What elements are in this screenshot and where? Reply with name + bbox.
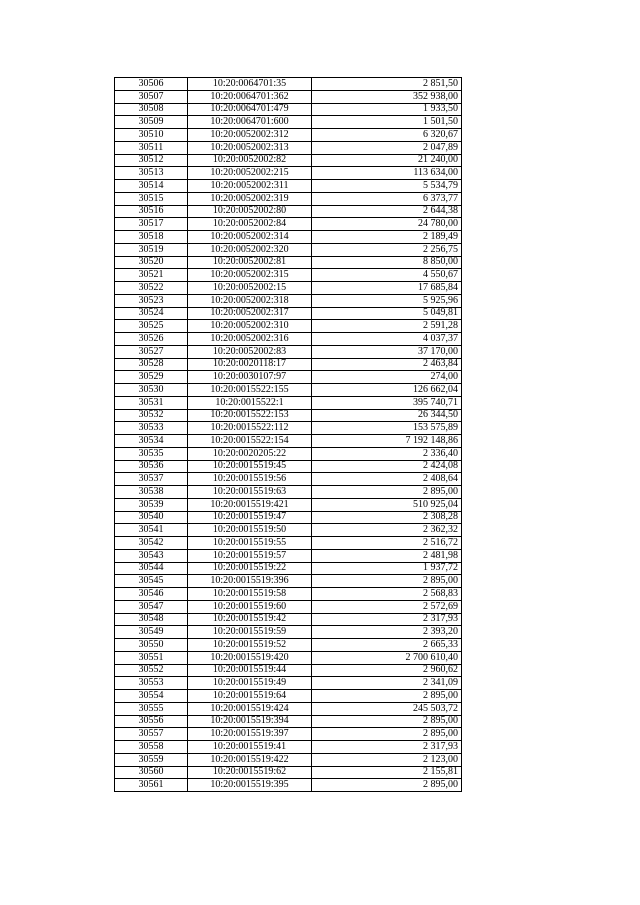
cadastral-number-cell: 10:20:0052002:84 <box>188 218 312 231</box>
row-number-cell: 30548 <box>115 613 188 626</box>
value-cell: 274,00 <box>312 371 462 384</box>
value-cell: 2 665,33 <box>312 639 462 652</box>
table-row <box>115 677 462 690</box>
row-number-cell: 30552 <box>115 664 188 677</box>
cadastral-number-cell: 10:20:0015519:42 <box>188 613 312 626</box>
row-number-cell: 30549 <box>115 626 188 639</box>
value-cell: 2 155,81 <box>312 766 462 779</box>
value-cell: 2 256,75 <box>312 243 462 256</box>
value-cell: 2 393,20 <box>312 626 462 639</box>
cadastral-number-cell: 10:20:0052002:310 <box>188 320 312 333</box>
value-cell: 6 373,77 <box>312 192 462 205</box>
row-number-cell: 30509 <box>115 116 188 129</box>
value-cell: 17 685,84 <box>312 282 462 295</box>
cadastral-number-cell: 10:20:0015522:155 <box>188 384 312 397</box>
table-row <box>115 167 462 180</box>
value-cell: 2 317,93 <box>312 741 462 754</box>
value-cell: 26 344,50 <box>312 409 462 422</box>
row-number-cell: 30543 <box>115 549 188 562</box>
table-row <box>115 626 462 639</box>
row-number-cell: 30517 <box>115 218 188 231</box>
value-cell: 2 424,08 <box>312 460 462 473</box>
row-number-cell: 30515 <box>115 192 188 205</box>
table-row <box>115 524 462 537</box>
value-cell: 126 662,04 <box>312 384 462 397</box>
cadastral-number-cell: 10:20:0052002:316 <box>188 333 312 346</box>
cadastral-number-cell: 10:20:0052002:320 <box>188 243 312 256</box>
cadastral-number-cell: 10:20:0015519:63 <box>188 486 312 499</box>
row-number-cell: 30547 <box>115 600 188 613</box>
cadastral-number-cell: 10:20:0052002:315 <box>188 269 312 282</box>
cadastral-number-cell: 10:20:0015519:52 <box>188 639 312 652</box>
value-cell: 5 925,96 <box>312 294 462 307</box>
cadastral-number-cell: 10:20:0064701:35 <box>188 78 312 91</box>
value-cell: 2 851,50 <box>312 78 462 91</box>
value-cell: 2 644,38 <box>312 205 462 218</box>
value-cell: 153 575,89 <box>312 422 462 435</box>
value-cell: 2 895,00 <box>312 715 462 728</box>
value-cell: 2 481,98 <box>312 549 462 562</box>
value-cell: 2 895,00 <box>312 690 462 703</box>
value-cell: 5 049,81 <box>312 307 462 320</box>
cadastral-number-cell: 10:20:0015522:154 <box>188 435 312 448</box>
row-number-cell: 30546 <box>115 588 188 601</box>
table-row <box>115 537 462 550</box>
row-number-cell: 30523 <box>115 294 188 307</box>
cadastral-number-cell: 10:20:0052002:317 <box>188 307 312 320</box>
cadastral-number-cell: 10:20:0052002:81 <box>188 256 312 269</box>
value-cell: 1 501,50 <box>312 116 462 129</box>
table-row <box>115 154 462 167</box>
table-row <box>115 447 462 460</box>
table-row <box>115 256 462 269</box>
cadastral-number-cell: 10:20:0052002:319 <box>188 192 312 205</box>
cadastral-number-cell: 10:20:0015519:49 <box>188 677 312 690</box>
row-number-cell: 30539 <box>115 498 188 511</box>
value-cell: 2 895,00 <box>312 486 462 499</box>
cadastral-number-cell: 10:20:0015519:22 <box>188 562 312 575</box>
cadastral-number-cell: 10:20:0015519:41 <box>188 741 312 754</box>
table-row <box>115 320 462 333</box>
table-row <box>115 779 462 792</box>
table-row <box>115 218 462 231</box>
value-cell: 352 938,00 <box>312 90 462 103</box>
row-number-cell: 30506 <box>115 78 188 91</box>
table-row <box>115 741 462 754</box>
row-number-cell: 30531 <box>115 396 188 409</box>
table-row <box>115 639 462 652</box>
row-number-cell: 30520 <box>115 256 188 269</box>
table-row <box>115 460 462 473</box>
table-row <box>115 575 462 588</box>
value-cell: 21 240,00 <box>312 154 462 167</box>
value-cell: 2 123,00 <box>312 753 462 766</box>
cadastral-number-cell: 10:20:0015519:420 <box>188 651 312 664</box>
cadastral-number-cell: 10:20:0052002:312 <box>188 129 312 142</box>
row-number-cell: 30512 <box>115 154 188 167</box>
table-row <box>115 486 462 499</box>
cadastral-number-cell: 10:20:0064701:600 <box>188 116 312 129</box>
row-number-cell: 30519 <box>115 243 188 256</box>
value-cell: 2 568,83 <box>312 588 462 601</box>
row-number-cell: 30507 <box>115 90 188 103</box>
row-number-cell: 30510 <box>115 129 188 142</box>
row-number-cell: 30526 <box>115 333 188 346</box>
value-cell: 2 189,49 <box>312 231 462 244</box>
row-number-cell: 30536 <box>115 460 188 473</box>
table-row <box>115 766 462 779</box>
table-row <box>115 231 462 244</box>
value-cell: 4 550,67 <box>312 269 462 282</box>
table-row <box>115 664 462 677</box>
row-number-cell: 30535 <box>115 447 188 460</box>
value-cell: 510 925,04 <box>312 498 462 511</box>
table-row <box>115 562 462 575</box>
table-body <box>115 78 462 792</box>
row-number-cell: 30558 <box>115 741 188 754</box>
row-number-cell: 30511 <box>115 141 188 154</box>
row-number-cell: 30524 <box>115 307 188 320</box>
cadastral-number-cell: 10:20:0020118:17 <box>188 358 312 371</box>
row-number-cell: 30508 <box>115 103 188 116</box>
value-cell: 1 933,50 <box>312 103 462 116</box>
table-row <box>115 307 462 320</box>
table-row <box>115 243 462 256</box>
value-cell: 37 170,00 <box>312 345 462 358</box>
value-cell: 2 341,09 <box>312 677 462 690</box>
value-cell: 24 780,00 <box>312 218 462 231</box>
row-number-cell: 30538 <box>115 486 188 499</box>
value-cell: 2 308,28 <box>312 511 462 524</box>
value-cell: 395 740,71 <box>312 396 462 409</box>
row-number-cell: 30557 <box>115 728 188 741</box>
table-row <box>115 473 462 486</box>
row-number-cell: 30542 <box>115 537 188 550</box>
value-cell: 2 572,69 <box>312 600 462 613</box>
cadastral-number-cell: 10:20:0052002:313 <box>188 141 312 154</box>
value-cell: 6 320,67 <box>312 129 462 142</box>
cadastral-number-cell: 10:20:0030107:97 <box>188 371 312 384</box>
row-number-cell: 30534 <box>115 435 188 448</box>
table-row <box>115 409 462 422</box>
table-row <box>115 116 462 129</box>
cadastral-number-cell: 10:20:0015519:421 <box>188 498 312 511</box>
table-row <box>115 78 462 91</box>
value-cell: 2 317,93 <box>312 613 462 626</box>
cadastral-number-cell: 10:20:0015519:424 <box>188 702 312 715</box>
cadastral-number-cell: 10:20:0064701:362 <box>188 90 312 103</box>
table-row <box>115 600 462 613</box>
table-row <box>115 345 462 358</box>
cadastral-number-cell: 10:20:0015519:45 <box>188 460 312 473</box>
cadastral-number-cell: 10:20:0015522:153 <box>188 409 312 422</box>
row-number-cell: 30551 <box>115 651 188 664</box>
value-cell: 4 037,37 <box>312 333 462 346</box>
row-number-cell: 30540 <box>115 511 188 524</box>
cadastral-number-cell: 10:20:0052002:82 <box>188 154 312 167</box>
cadastral-number-cell: 10:20:0052002:311 <box>188 180 312 193</box>
row-number-cell: 30555 <box>115 702 188 715</box>
value-cell: 113 634,00 <box>312 167 462 180</box>
cadastral-number-cell: 10:20:0020205:22 <box>188 447 312 460</box>
table-row <box>115 498 462 511</box>
table-row <box>115 205 462 218</box>
row-number-cell: 30514 <box>115 180 188 193</box>
value-cell: 2 336,40 <box>312 447 462 460</box>
value-cell: 2 047,89 <box>312 141 462 154</box>
value-cell: 2 700 610,40 <box>312 651 462 664</box>
cadastral-number-cell: 10:20:0052002:318 <box>188 294 312 307</box>
cadastral-number-cell: 10:20:0015519:50 <box>188 524 312 537</box>
cadastral-number-cell: 10:20:0015519:64 <box>188 690 312 703</box>
table-row <box>115 282 462 295</box>
row-number-cell: 30541 <box>115 524 188 537</box>
table-row <box>115 371 462 384</box>
table-row <box>115 651 462 664</box>
cadastral-number-cell: 10:20:0015519:58 <box>188 588 312 601</box>
cadastral-number-cell: 10:20:0015522:112 <box>188 422 312 435</box>
table-row <box>115 549 462 562</box>
value-cell: 5 534,79 <box>312 180 462 193</box>
row-number-cell: 30518 <box>115 231 188 244</box>
table-row <box>115 588 462 601</box>
value-cell: 8 850,00 <box>312 256 462 269</box>
table-row <box>115 690 462 703</box>
row-number-cell: 30528 <box>115 358 188 371</box>
table-row <box>115 384 462 397</box>
table-row <box>115 129 462 142</box>
cadastral-number-cell: 10:20:0052002:314 <box>188 231 312 244</box>
table-row <box>115 396 462 409</box>
table-row <box>115 728 462 741</box>
cadastral-number-cell: 10:20:0015519:395 <box>188 779 312 792</box>
cadastral-number-cell: 10:20:0015519:394 <box>188 715 312 728</box>
cadastral-number-cell: 10:20:0015519:57 <box>188 549 312 562</box>
row-number-cell: 30529 <box>115 371 188 384</box>
row-number-cell: 30522 <box>115 282 188 295</box>
table-row <box>115 435 462 448</box>
row-number-cell: 30554 <box>115 690 188 703</box>
cadastral-number-cell: 10:20:0052002:215 <box>188 167 312 180</box>
table-row <box>115 358 462 371</box>
value-cell: 2 895,00 <box>312 728 462 741</box>
cadastral-number-cell: 10:20:0015519:422 <box>188 753 312 766</box>
table-row <box>115 511 462 524</box>
cadastral-number-cell: 10:20:0015519:55 <box>188 537 312 550</box>
row-number-cell: 30530 <box>115 384 188 397</box>
table-row <box>115 715 462 728</box>
value-cell: 2 591,28 <box>312 320 462 333</box>
row-number-cell: 30559 <box>115 753 188 766</box>
cadastral-number-cell: 10:20:0015519:47 <box>188 511 312 524</box>
row-number-cell: 30550 <box>115 639 188 652</box>
value-cell: 2 463,84 <box>312 358 462 371</box>
value-cell: 2 895,00 <box>312 575 462 588</box>
table-row <box>115 90 462 103</box>
row-number-cell: 30521 <box>115 269 188 282</box>
cadastral-number-cell: 10:20:0015519:397 <box>188 728 312 741</box>
table-row <box>115 269 462 282</box>
row-number-cell: 30561 <box>115 779 188 792</box>
table-row <box>115 141 462 154</box>
row-number-cell: 30533 <box>115 422 188 435</box>
table-row <box>115 294 462 307</box>
cadastral-number-cell: 10:20:0015519:60 <box>188 600 312 613</box>
row-number-cell: 30553 <box>115 677 188 690</box>
value-cell: 2 516,72 <box>312 537 462 550</box>
value-cell: 2 960,62 <box>312 664 462 677</box>
row-number-cell: 30525 <box>115 320 188 333</box>
cadastral-number-cell: 10:20:0052002:15 <box>188 282 312 295</box>
cadastral-number-cell: 10:20:0064701:479 <box>188 103 312 116</box>
row-number-cell: 30516 <box>115 205 188 218</box>
cadastral-number-cell: 10:20:0052002:83 <box>188 345 312 358</box>
table-row <box>115 333 462 346</box>
row-number-cell: 30544 <box>115 562 188 575</box>
table-row <box>115 180 462 193</box>
cadastral-number-cell: 10:20:0052002:80 <box>188 205 312 218</box>
table-row <box>115 613 462 626</box>
row-number-cell: 30537 <box>115 473 188 486</box>
value-cell: 2 895,00 <box>312 779 462 792</box>
table-row <box>115 103 462 116</box>
cadastral-number-cell: 10:20:0015519:396 <box>188 575 312 588</box>
value-cell: 2 362,32 <box>312 524 462 537</box>
row-number-cell: 30532 <box>115 409 188 422</box>
cadastral-number-cell: 10:20:0015519:44 <box>188 664 312 677</box>
cadastral-number-cell: 10:20:0015519:62 <box>188 766 312 779</box>
row-number-cell: 30545 <box>115 575 188 588</box>
cadastral-number-cell: 10:20:0015519:59 <box>188 626 312 639</box>
value-cell: 7 192 148,86 <box>312 435 462 448</box>
cadastral-number-cell: 10:20:0015522:1 <box>188 396 312 409</box>
table-row <box>115 192 462 205</box>
value-cell: 1 937,72 <box>312 562 462 575</box>
cadastral-number-cell: 10:20:0015519:56 <box>188 473 312 486</box>
value-cell: 2 408,64 <box>312 473 462 486</box>
row-number-cell: 30527 <box>115 345 188 358</box>
value-cell: 245 503,72 <box>312 702 462 715</box>
table-row <box>115 753 462 766</box>
row-number-cell: 30560 <box>115 766 188 779</box>
table-row <box>115 422 462 435</box>
row-number-cell: 30513 <box>115 167 188 180</box>
cadastral-value-table <box>114 77 462 792</box>
table-row <box>115 702 462 715</box>
row-number-cell: 30556 <box>115 715 188 728</box>
